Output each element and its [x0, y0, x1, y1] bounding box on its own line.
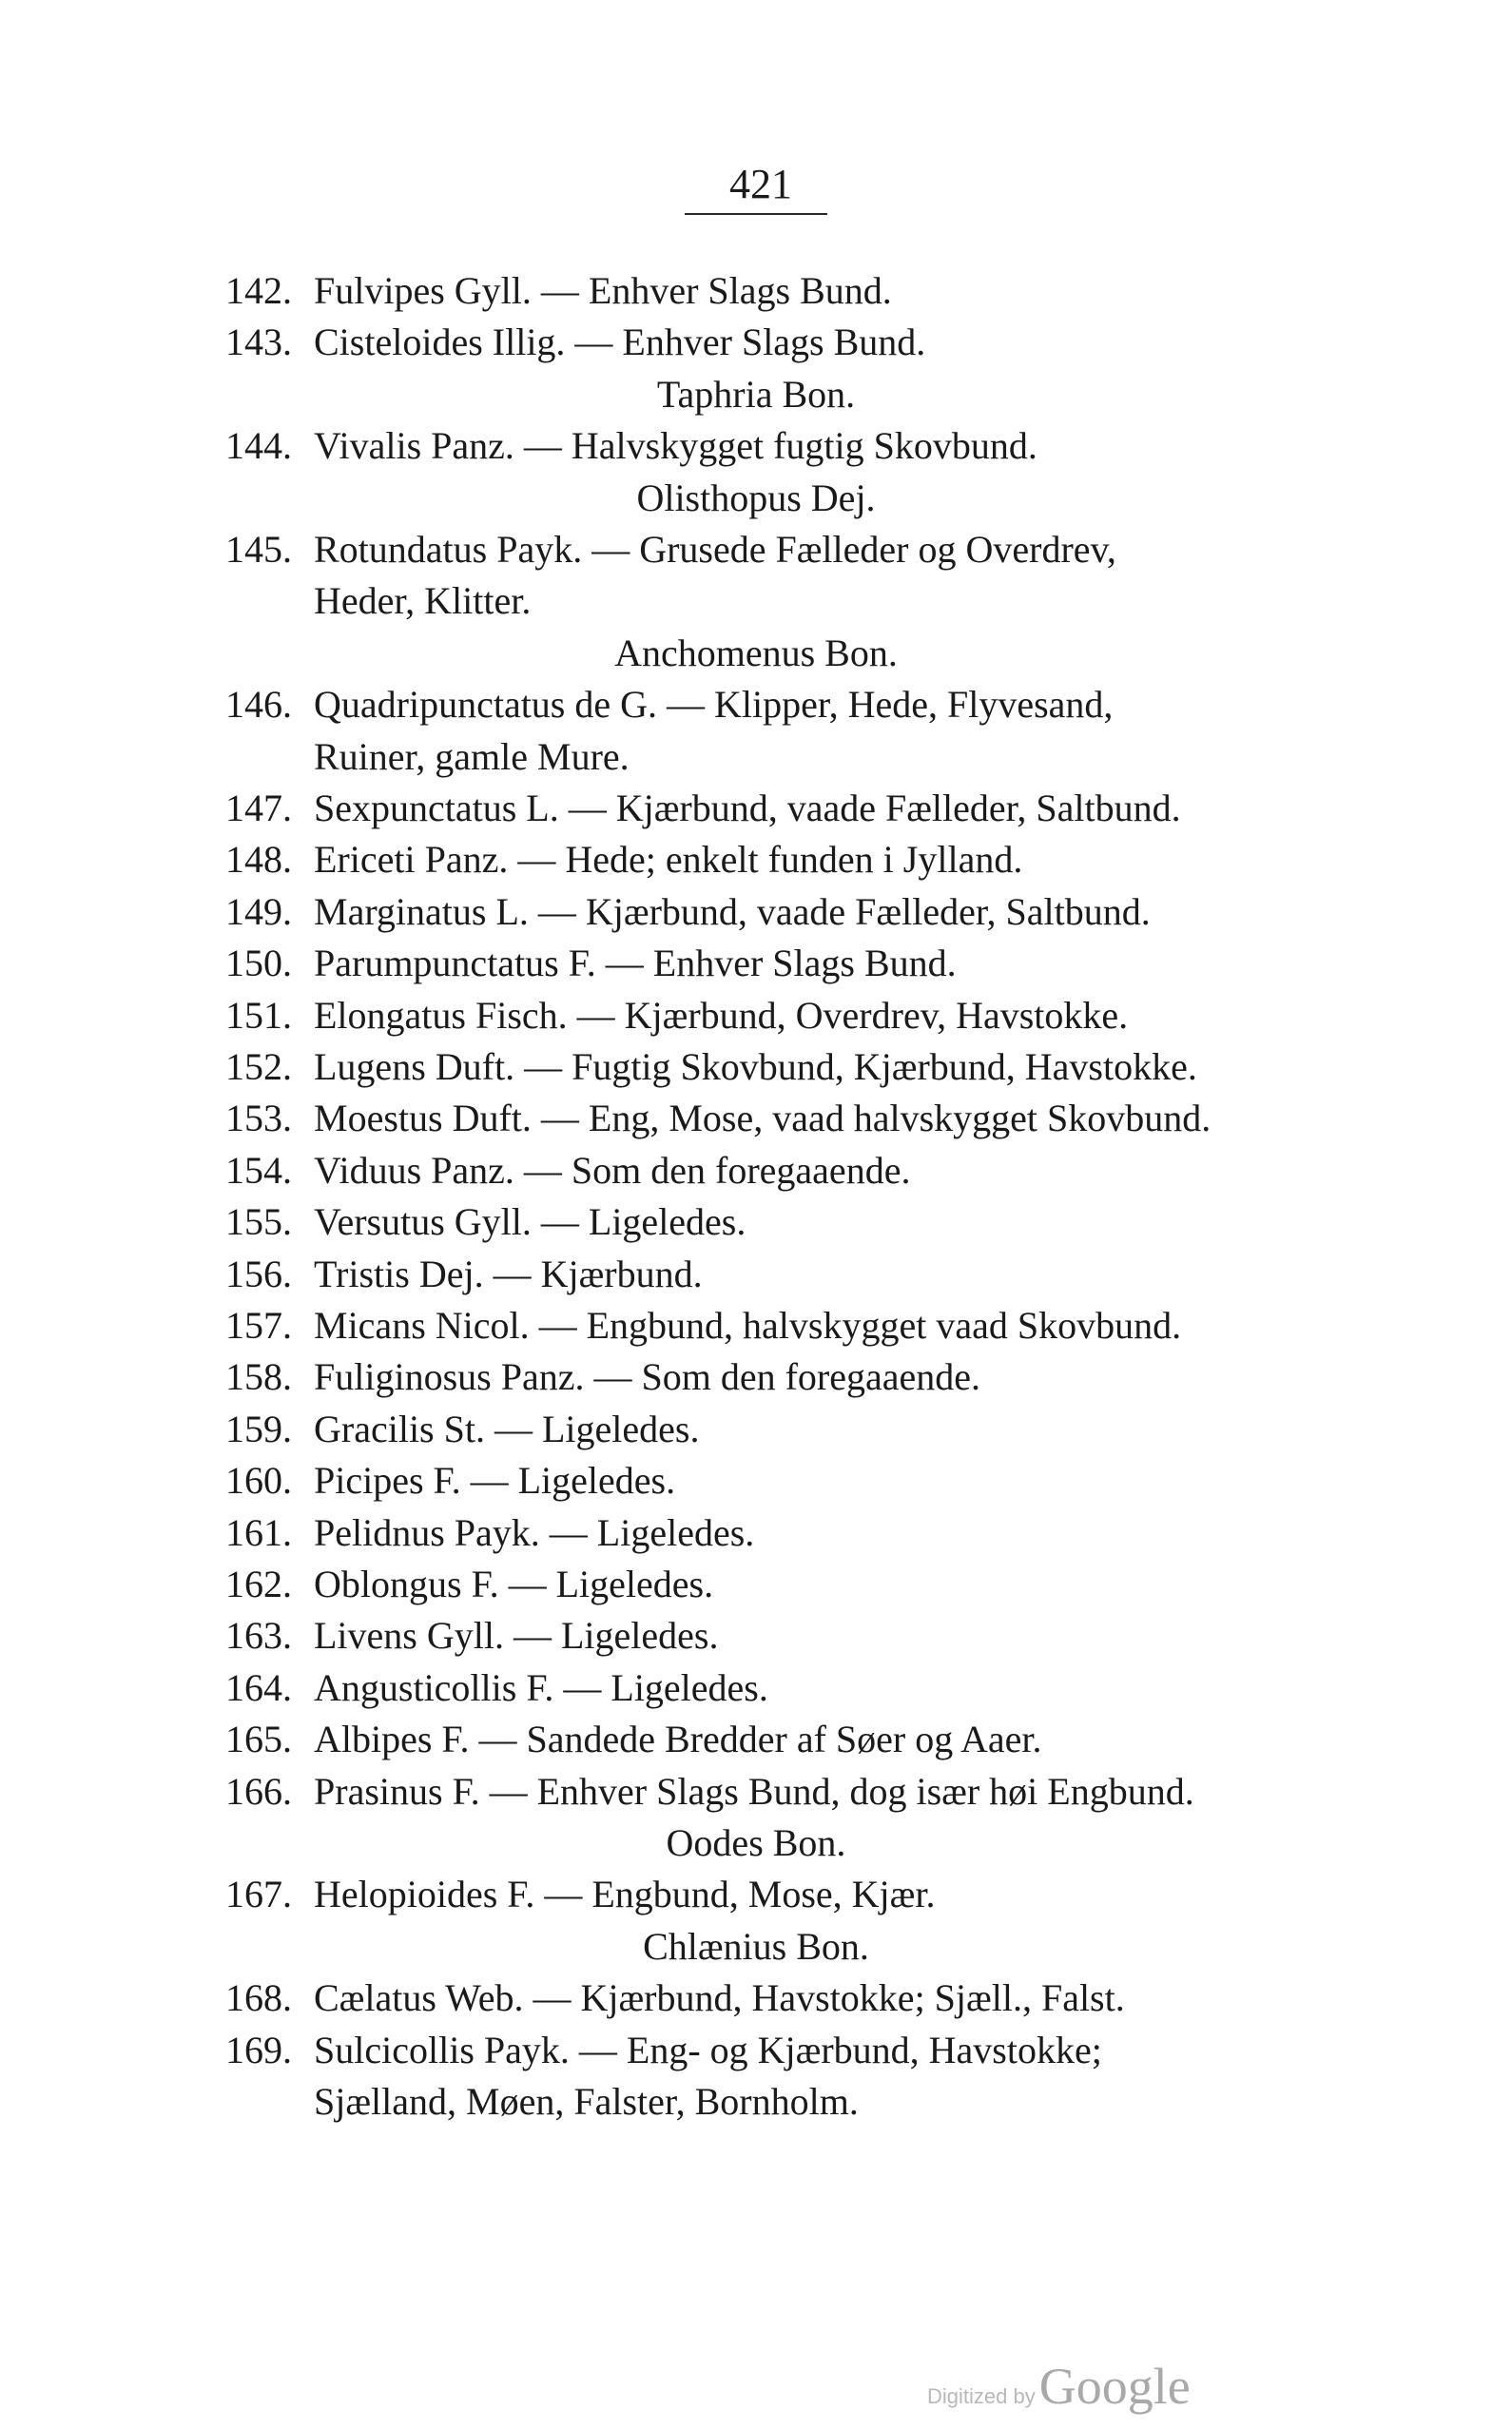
entry-number: 165. — [225, 1718, 292, 1761]
entry-text: Sulcicollis Payk. — Eng- og Kjærbund, Havstokke; — [314, 2028, 1102, 2071]
entry-number: 155. — [225, 1200, 292, 1244]
entry-number: 157. — [225, 1304, 292, 1347]
entry-continuation-text: Sjælland, Møen, Falster, Bornholm. — [314, 2080, 859, 2123]
entry-text: Oblongus F. — Ligeledes. — [314, 1563, 714, 1605]
entry-number: 167. — [225, 1873, 292, 1916]
entry-text: Fulvipes Gyll. — Enhver Slags Bund. — [314, 269, 892, 312]
entry-continuation-text: Heder, Klitter. — [314, 579, 532, 623]
digitized-by-text: Digitized by — [927, 2384, 1036, 2408]
entry-text: Micans Nicol. — Engbund, halvskygget vaad Skovbund. — [314, 1304, 1182, 1347]
genus-heading: Anchomenus Bon. — [614, 631, 898, 674]
entry-text: Albipes F. — Sandede Bredder af Søer og Aaer. — [314, 1718, 1042, 1761]
genus-heading: Olisthopus Dej. — [636, 476, 876, 519]
entry-number: 153. — [225, 1097, 292, 1140]
entry-text: Angusticollis F. — Ligeledes. — [314, 1665, 768, 1709]
entry-number: 162. — [225, 1563, 292, 1605]
genus-heading: Taphria Bon. — [656, 372, 856, 416]
entry-number: 156. — [225, 1252, 292, 1295]
entry-number: 150. — [225, 942, 292, 985]
entry-text: Cælatus Web. — Kjærbund, Havstokke; Sjæll., Falst. — [314, 1976, 1125, 2020]
entry-text: Moestus Duft. — Eng, Mose, vaad halvskygget Skovbund. — [314, 1097, 1212, 1140]
entry-number: 168. — [225, 1976, 292, 2020]
entry-text: Versutus Gyll. — Ligeledes. — [314, 1200, 746, 1244]
entry-number: 147. — [225, 787, 292, 829]
entry-text: Prasinus F. — Enhver Slags Bund, dog især høi Engbund. — [314, 1769, 1194, 1813]
entry-text: Elongatus Fisch. — Kjærbund, Overdrev, Havstokke. — [314, 993, 1129, 1037]
genus-heading: Oodes Bon. — [666, 1821, 846, 1864]
digitized-watermark — [927, 2357, 1191, 2416]
entry-number: 154. — [225, 1148, 292, 1192]
entry-text: Picipes F. — Ligeledes. — [314, 1459, 676, 1503]
entry-number: 151. — [225, 993, 292, 1037]
entry-text: Livens Gyll. — Ligeledes. — [314, 1614, 719, 1658]
entry-text: Quadripunctatus de G. — Klipper, Hede, Flyvesand, — [314, 683, 1114, 727]
entry-number: 142. — [225, 269, 292, 312]
entry-number: 169. — [225, 2028, 292, 2071]
page-number-rule — [685, 213, 827, 215]
entry-text: Vivalis Panz. — Halvskygget fugtig Skovbund. — [314, 424, 1037, 468]
entry-number: 160. — [225, 1459, 292, 1503]
entry-text: Ericeti Panz. — Hede; enkelt funden i Jylland. — [314, 838, 1023, 882]
entry-number: 161. — [225, 1510, 292, 1554]
entry-text: Tristis Dej. — Kjærbund. — [314, 1252, 703, 1295]
google-logo-text: Google — [1038, 2358, 1191, 2415]
entry-text: Viduus Panz. — Som den foregaaende. — [314, 1148, 911, 1192]
entry-text: Rotundatus Payk. — Grusede Fælleder og Overdrev, — [314, 528, 1116, 571]
genus-heading: Chlænius Bon. — [643, 1924, 869, 1968]
entry-text: Fuliginosus Panz. — Som den foregaaende. — [314, 1355, 980, 1399]
entry-number: 148. — [225, 838, 292, 882]
entry-number: 164. — [225, 1665, 292, 1709]
entry-number: 149. — [225, 889, 292, 933]
entry-number: 143. — [225, 321, 292, 364]
entry-text: Parumpunctatus F. — Enhver Slags Bund. — [314, 942, 957, 985]
entry-text: Cisteloides Illig. — Enhver Slags Bund. — [314, 321, 926, 364]
entry-text: Helopioides F. — Engbund, Mose, Kjær. — [314, 1873, 936, 1916]
entry-number: 166. — [225, 1769, 292, 1813]
entry-number: 158. — [225, 1355, 292, 1399]
entry-number: 159. — [225, 1407, 292, 1450]
entry-number: 146. — [225, 683, 292, 727]
entry-number: 145. — [225, 528, 292, 571]
entry-number: 163. — [225, 1614, 292, 1658]
entry-number: 144. — [225, 424, 292, 468]
entry-text: Lugens Duft. — Fugtig Skovbund, Kjærbund, Havstokke. — [314, 1045, 1197, 1088]
entry-text: Sexpunctatus L. — Kjærbund, vaade Fælleder, Saltbund. — [314, 787, 1181, 829]
entry-text: Gracilis St. — Ligeledes. — [314, 1407, 700, 1450]
page-number: 421 — [729, 161, 792, 207]
entry-continuation-text: Ruiner, gamle Mure. — [314, 734, 630, 778]
entry-number: 152. — [225, 1045, 292, 1088]
entry-text: Marginatus L. — Kjærbund, vaade Fælleder, Saltbund. — [314, 889, 1151, 933]
entry-text: Pelidnus Payk. — Ligeledes. — [314, 1510, 755, 1554]
